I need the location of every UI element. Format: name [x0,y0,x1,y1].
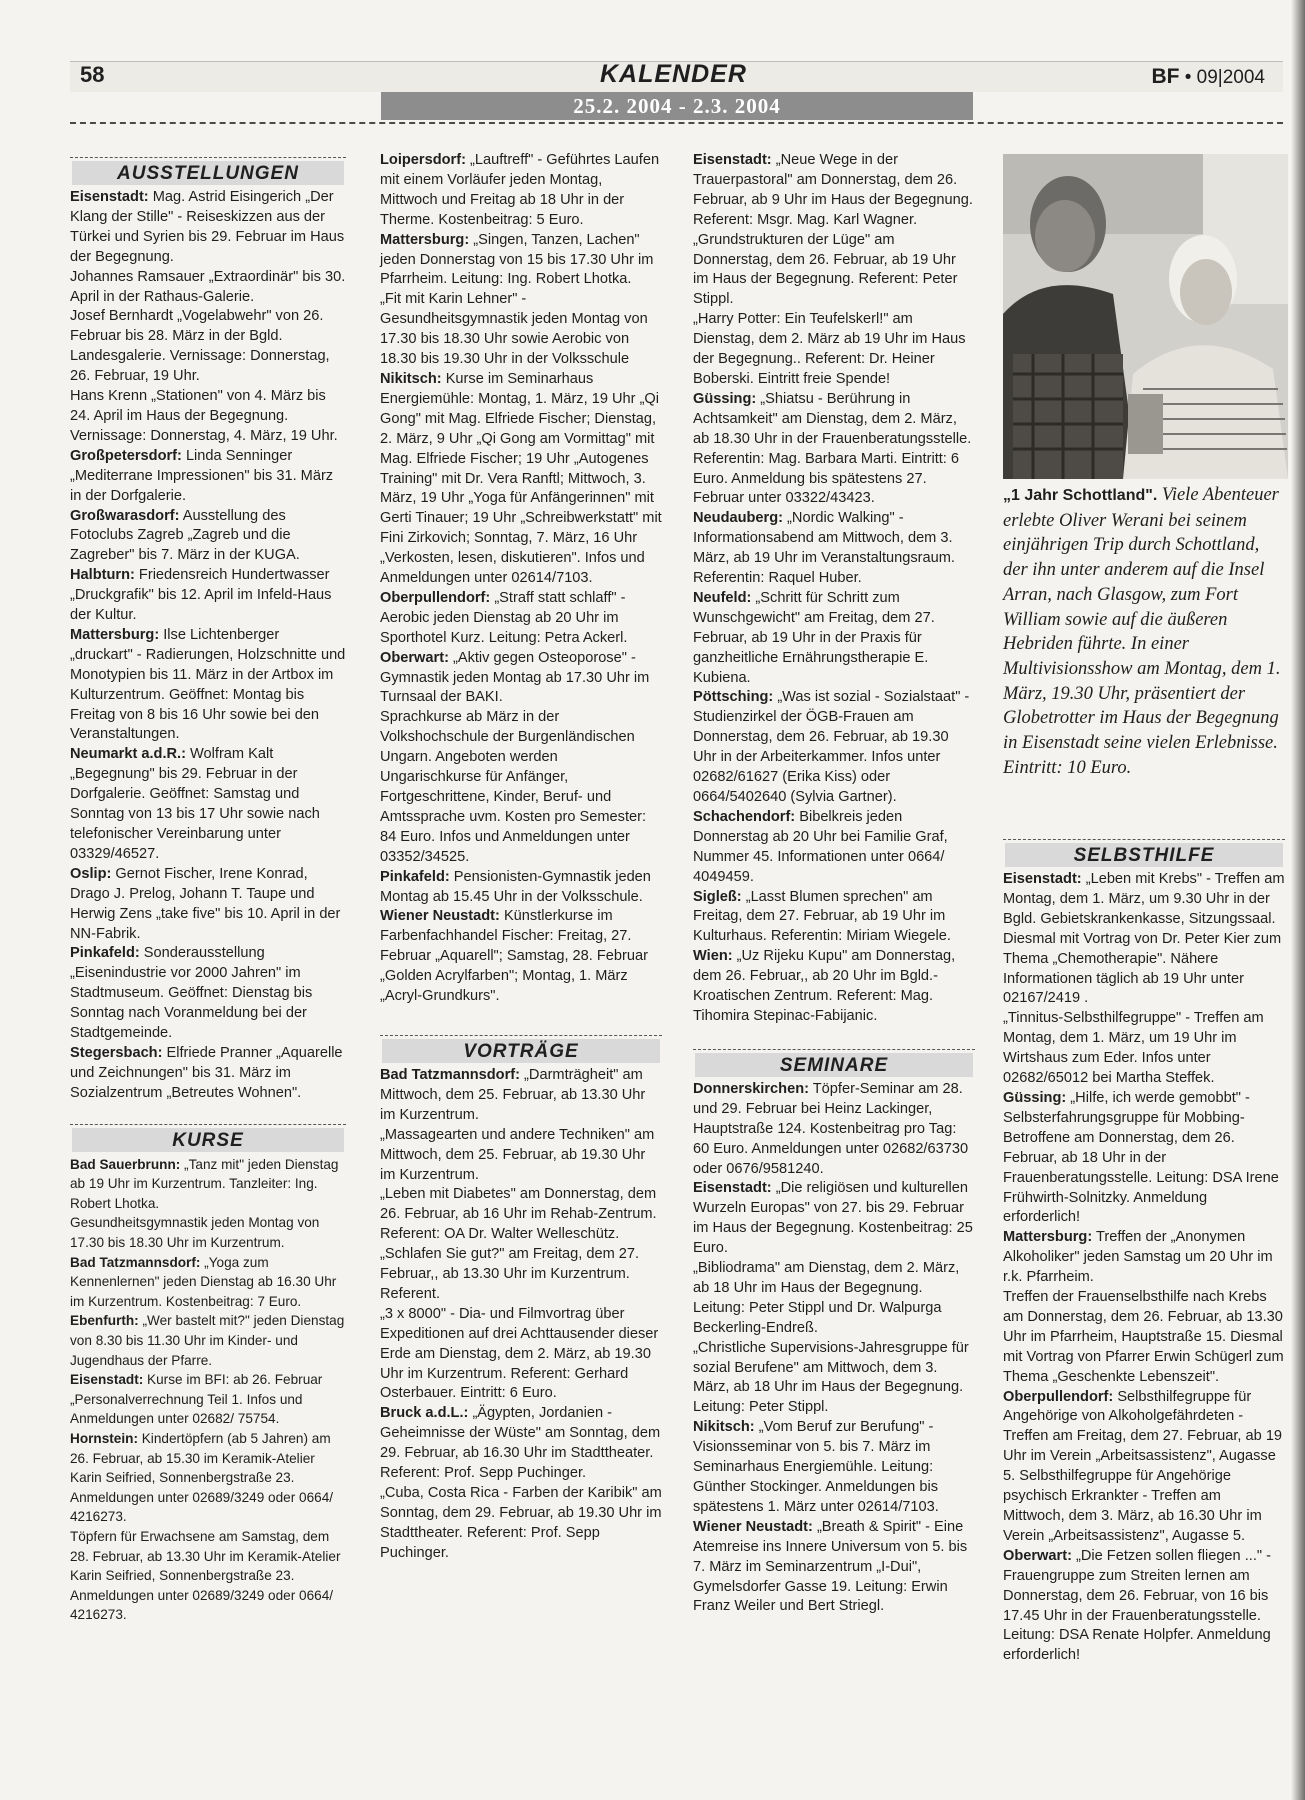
article-photo [1003,154,1288,479]
list-item: Sigleß: „Lasst Blumen sprechen" am Freitag, dem 27. Februar, ab 19 Uhr im Kulturhaus. Referentin: Miriam Wiegele. [693,888,951,945]
list-item: Eisenstadt: „Neue Wege in der Trauerpastoral" am Donnerstag, dem 26. Februar, ab 9 Uhr im Haus der Begegnung. Referent: Msgr. Mag. Karl Wagner. [693,152,973,228]
list-item: Schachendorf: Bibelkreis jeden Donnerstag ab 20 Uhr bei Familie Graf, Nummer 45. Informationen unter 0664/ 4049459. [693,808,948,885]
list-item: „Cuba, Costa Rica - Farben der Karibik" am Sonntag, dem 29. Februar, ab 19.30 Uhr im Stadttheater. Referent: Prof. Sepp Puchinger. [380,1485,662,1561]
date-range-banner: 25.2. 2004 - 2.3. 2004 [381,92,973,120]
kurse-list [70,1155,346,1625]
list-item: Neudauberg: „Nordic Walking" - Informationsabend am Mittwoch, dem 3. März, ab 19 Uhr im Veranstaltungsraum. Referentin: Raquel Huber. [693,510,955,587]
list-item: Bruck a.d.L.: „Ägypten, Jordanien - Geheimnisse der Wüste" am Sonntag, dem 29. Februar, ab 16.30 Uhr im Stadttheater. Referent: Prof. Sepp Puchinger. [380,1405,661,1482]
column-2 [380,151,662,1564]
list-item: „Schlafen Sie gut?" am Freitag, dem 27. Februar,, ab 13.30 Uhr im Kurzentrum. Referent. [380,1246,640,1302]
photo-two-men-in-scotland [1003,154,1288,479]
selbsthilfe-list [1003,870,1285,1666]
section-title: AUSSTELLUNGEN [117,163,299,184]
list-item: „Harry Potter: Ein Teufelskerl!" am Dienstag, dem 2. März ab 19 Uhr im Haus der Begegnung.. Referent: Dr. Heiner Boberski. Eintritt freie Spende! [693,311,966,387]
list-item: Bad Tatzmannsdorf: „Darmträgheit" am Mittwoch, dem 25. Februar, ab 13.30 Uhr im Kurzentrum. [380,1066,646,1123]
list-item: Bad Sauerbrunn: „Tanz mit" jeden Dienstag ab 19 Uhr im Kurzentrum. Tanzleiter: Ing. Robert Lhotka. [70,1156,339,1211]
list-item: Bad Tatzmannsdorf: „Yoga zum Kennenlernen" jeden Dienstag ab 16.30 Uhr im Kurzentrum. Kostenbeitrag: 7 Euro. [70,1254,337,1309]
list-item: Güssing: „Hilfe, ich werde gemobbt" - Selbsterfahrungsgruppe für Mobbing-Betroffene am Donnerstag, dem 26. Februar, ab 18 Uhr in der Frauenberatungsstelle. Leitung: DSA Irene Frühwirth-Solnitzky. Anmeldung erforderlich! [1003,1089,1279,1226]
list-item: „Bibliodrama" am Dienstag, dem 2. März, ab 18 Uhr im Haus der Begegnung. Leitung: Peter Stippl und Dr. Walpurga Beckerling-Endreß. [693,1260,960,1336]
list-item: Hans Krenn „Stationen" von 4. März bis 24. April im Haus der Begegnung. Vernissage: Donnerstag, 4. März, 19 Uhr. [70,388,338,444]
list-item: Oslip: Gernot Fischer, Irene Konrad, Drago J. Prelog, Johann T. Taupe und Herwig Zens „take five" bis 10. April in der NN-Fabrik. [70,865,341,942]
list-item: Pöttsching: „Was ist sozial - Sozialstaat" - Studienzirkel der ÖGB-Frauen am Donnerstag, dem 26. Februar, ab 19.30 Uhr in der Arbeiterkammer. Infos unter 02682/61627 (Erika Kiss) oder 0664/5402640 (Sylvia Gartner). [693,689,970,805]
list-item: Eisenstadt: Kurse im BFI: ab 26. Februar „Personalverrechnung Teil 1. Infos und Anmeldungen unter 02682/ 75754. [70,1372,323,1427]
list-item: Wiener Neustadt: Künstlerkurse im Farbenfachhandel Fischer: Freitag, 27. Februar „Aquarell"; Samstag, 28. Februar „Golden Acrylfarben"; Montag, 1. März „Acryl-Grundkurs". [380,908,648,1005]
section-header-kurse [70,1110,346,1154]
caption-text: Viele Abenteuer erlebte Oliver Werani bei seinem einjährigen Trip durch Schottland, der ihn unter anderem auf die Insel Arran, nach Glasgow, zum Fort William sowie auf die äußeren Hebriden führte. In einer Multivisionsshow am Montag, dem 1. März, 19.30 Uhr, präsentiert der Globetrotter im Haus der Begegnung in Eisenstadt seine vielen Erlebnisse. Eintritt: 10 Euro. [1003,485,1281,778]
issue-label [1151,65,1265,89]
section-title: SELBSTHILFE [1073,845,1215,866]
list-item: Oberpullendorf: Selbsthilfegruppe für Angehörige von Alkoholgefährdeten - Treffen am Freitag, dem 27. Februar, ab 19 Uhr im Verein „Arbeitsassistenz", Augasse 5. Selbsthilfegruppe für Angehörige psychisch Erkrankter - Treffen am Mittwoch, dem 3. März, ab 16.30 Uhr im Verein „Arbeitsassistenz", Augasse 5. [1003,1388,1283,1544]
caption-title: „1 Jahr Schottland". [1003,487,1158,504]
list-item: Wien: „Uz Rijeku Kupu" am Donnerstag, dem 26. Februar,, ab 20 Uhr im Bgld.-Kroatischen Zentrum. Referent: Mag. Tihomira Stepinac-Fabijanic. [693,948,956,1024]
section-title: SEMINARE [779,1054,889,1076]
kurse-continued-list [380,151,662,1007]
page-number: 58 [80,62,105,87]
section-header-vortraege [380,1021,662,1065]
list-item: Eisenstadt: „Leben mit Krebs" - Treffen am Montag, dem 1. März, um 9.30 Uhr in der Bgld. Gebietskrankenkasse, Sitzungssaal. Diesmal mit Vortrag von Dr. Peter Kier zum Thema „Chemotherapie". Nähere Informationen täglich ab 19 Uhr unter 02167/2419 . [1003,871,1285,1007]
list-item: Wiener Neustadt: „Breath & Spirit" - Eine Atemreise ins Innere Universum von 5. bis 7. März im Seminarzentrum „I-Dui", Gymelsdorfer Gasse 19. Leitung: Erwin Franz Weiler und Bert Striegl. [693,1518,968,1615]
ausstellungen-list [70,188,346,1104]
list-item: Johannes Ramsauer „Extraordinär" bis 30. April in der Rathaus-Galerie. [70,268,346,305]
list-item: „Christliche Supervisions-Jahresgruppe für sozial Berufene" am Mittwoch, dem 3. März, ab 18 Uhr im Haus der Begegnung. Leitung: Peter Stippl. [693,1339,969,1416]
photo-caption [1003,483,1288,780]
section-header-seminare [693,1035,975,1079]
list-item: Gesundheitsgymnastik jeden Montag von 17.30 bis 18.30 Uhr im Kurzentrum. [70,1215,320,1251]
list-item: „Massagearten und andere Techniken" am Mittwoch, dem 25. Februar, ab 19.30 Uhr im Kurzentrum. [380,1126,655,1183]
header-divider [70,122,1283,124]
list-item: Sprachkurse ab März in der Volkshochschule der Burgenländischen Ungarn. Angeboten werden Ungarischkurse für Anfänger, Fortgeschrittene, Kinder, Beruf- und Amtssprache uvm. Kosten pro Semester: 84 Euro. Infos und Anmeldungen unter 03352/34525. [380,709,647,865]
list-item: Loipersdorf: „Lauftreff" - Geführtes Laufen mit einem Vorläufer jeden Montag, Mittwoch und Freitag ab 18 Uhr in der Therme. Kostenbeitrag: 5 Euro. [380,152,660,228]
list-item: Nikitsch: „Vom Beruf zur Berufung" - Visionsseminar von 5. bis 7. März im Seminarhaus Energiemühle. Leitung: Günther Stockinger. Anmeldungen bis spätestens 1. März unter 02614/7103. [693,1419,939,1515]
list-item: Mattersburg: Ilse Lichtenberger „druckart" - Radierungen, Holzschnitte und Monotypien bis 11. März in der Artbox im Kulturzentrum. Geöffnet: Montag bis Freitag von 8 bis 16 Uhr sowie bei den Veranstaltungen. [70,626,346,743]
list-item: „Grundstrukturen der Lüge" am Donnerstag, dem 26. Februar, ab 19 Uhr im Haus der Begegnung. Referent: Peter Stippl. [693,231,958,308]
vortraege-continued-list [693,151,975,1027]
section-title: VORTRÄGE [463,1040,579,1062]
list-item: Oberwart: „Die Fetzen sollen fliegen ..." - Frauengruppe zum Streiten lernen am Donnerstag, dem 26. Februar, von 16 bis 17.45 Uhr in der Frauenberatungsstelle. Leitung: DSA Renate Holpfer. Anmeldung erforderlich! [1003,1547,1271,1664]
column-1 [70,143,346,1625]
list-item: „Fit mit Karin Lehner" - Gesundheitsgymnastik jeden Montag von 17.30 bis 18.30 Uhr sowie Aerobic von 18.30 bis 19.30 Uhr in der Volksschule [380,291,648,368]
vortraege-list [380,1066,662,1564]
list-item: Neumarkt a.d.R.: Wolfram Kalt „Begegnung" bis 29. Februar in der Dorfgalerie. Geöffnet: Samstag und Sonntag von 13 bis 17 Uhr sowie nach telefonischer Vereinbarung unter 03329/46527. [70,746,320,862]
list-item: „3 x 8000" - Dia- und Filmvortrag über Expeditionen auf drei Achttausender dieser Erde am Dienstag, dem 2. März, ab 19.30 Uhr im Kurzentrum. Referent: Gerhard Osterbauer. Eintritt: 6 Euro. [380,1305,659,1402]
list-item: Josef Bernhardt „Vogelabwehr" von 26. Februar bis 28. März in der Bgld. Landesgalerie. Vernissage: Donnerstag, 26. Februar, 19 Uhr. [70,308,330,385]
list-item: Töpfern für Erwachsene am Samstag, dem 28. Februar, ab 13.30 Uhr im Keramik-Atelier Karin Seifried, Sonnenbergstraße 23. Anmeldungen unter 02689/3249 oder 0664/ 4216273. [70,1528,341,1623]
list-item: Ebenfurth: „Wer bastelt mit?" jeden Dienstag von 8.30 bis 11.30 Uhr im Kinder- und Jugendhaus der Pfarre. [70,1313,345,1368]
page-edge-shadow [1291,0,1305,1800]
list-item: Eisenstadt: Mag. Astrid Eisingerich „Der Klang der Stille" - Reiseskizzen aus der Türkei und Syrien bis 29. Februar im Haus der Begegnung. [70,189,345,265]
list-item: Halbturn: Friedensreich Hundertwasser „Druckgrafik" bis 12. April im Infeld-Haus der Kultur. [70,567,332,624]
column-4-selbsthilfe [1003,825,1285,1666]
list-item: Hornstein: Kindertöpfern (ab 5 Jahren) am 26. Februar, ab 15.30 im Keramik-Atelier Karin Seifried, Sonnenbergstraße 23. Anmeldungen unter 02689/3249 oder 0664/ 4216273. [70,1431,334,1525]
list-item: Mattersburg: „Singen, Tanzen, Lachen" jeden Donnerstag von 15 bis 17.30 Uhr im Pfarrheim. Leitung: Ing. Robert Lhotka. [380,231,654,288]
list-item: Stegersbach: Elfriede Pranner „Aquarelle und Zeichnungen" bis 31. März im Sozialzentrum „Betreutes Wohnen". [70,1044,343,1101]
list-item: Großpetersdorf: Linda Senninger „Mediterrane Impressionen" bis 31. März in der Dorfgalerie. [70,447,334,504]
list-item: Oberpullendorf: „Straff statt schlaff" - Aerobic jeden Dienstag ab 20 Uhr im Sporthotel Kurz. Leitung: Petra Ackerl. [380,589,628,646]
seminare-list [693,1080,975,1617]
list-item: Oberwart: „Aktiv gegen Osteoporose" - Gymnastik jeden Montag ab 17.30 Uhr im Turnsaal der BAKI. [380,649,650,706]
section-header-selbsthilfe [1003,825,1285,869]
section-title: KURSE [172,1129,244,1151]
issue-number: • 09|2004 [1184,67,1265,88]
page-title: KALENDER [600,60,747,88]
list-item: „Tinnitus-Selbsthilfegruppe" - Treffen am Montag, dem 1. März, um 19 Uhr im Wirtshaus zum Eder. Infos unter 02682/65012 bei Martha Steffek. [1003,1010,1264,1087]
section-header-ausstellungen [70,143,346,187]
list-item: Nikitsch: Kurse im Seminarhaus Energiemühle: Montag, 1. März, 19 Uhr „Qi Gong" mit Mag. Elfriede Fischer; Dienstag, 2. März, 9 Uhr „Qi Gong am Vormittag" mit Mag. Elfriede Fischer; 19 Uhr „Autogenes Training" mit Dr. Vera Ranftl; Mittwoch, 3. März, 19 Uhr „Yoga für Anfängerinnen" mit Gerti Tinauer; 19 Uhr „Schreibwerkstatt" mit Fini Zirkovich; Sonntag, 7. März, 16 Uhr „Verkosten, lesen, diskutieren". Infos und Anmeldungen unter 02614/7103. [380,370,662,587]
list-item: Donnerskirchen: Töpfer-Seminar am 28. und 29. Februar bei Heinz Lackinger, Hauptstraße 124. Kostenbeitrag pro Tag: 60 Euro. Anmeldungen unter 02682/63730 oder 0676/9581240. [693,1080,969,1177]
list-item: Großwarasdorf: Ausstellung des Fotoclubs Zagreb „Zagreb und die Zagreber" bis 7. März in der KUGA. [70,507,300,564]
list-item: Pinkafeld: Sonderausstellung „Eisenindustrie vor 2000 Jahren" im Stadtmuseum. Geöffnet: Dienstag bis Sonntag nach Voranmeldung bei der Stadtgemeinde. [70,945,313,1042]
list-item: Pinkafeld: Pensionisten-Gymnastik jeden Montag ab 15.45 Uhr in der Volksschule. [380,868,651,905]
list-item: Treffen der Frauenselbsthilfe nach Krebs am Donnerstag, dem 26. Februar, ab 13.30 Uhr im Pfarrheim, Hauptstraße 15. Diesmal mit Vortrag von Pfarrer Erwin Schügerl zum Thema „Geschenkte Lebenszeit". [1003,1289,1284,1385]
list-item: Neufeld: „Schritt für Schritt zum Wunschgewicht" am Freitag, dem 27. Februar, ab 19 Uhr in der Praxis für ganzheitliche Ernährungstherapie E. Kubiena. [693,589,935,686]
list-item: Güssing: „Shiatsu - Berührung in Achtsamkeit" am Dienstag, dem 2. März, ab 18.30 Uhr in der Frauenberatungsstelle. Referentin: Mag. Barbara Marti. Eintritt: 6 Euro. Anmeldung bis spätestens 27. Februar unter 03322/43423. [693,390,972,507]
column-3 [693,151,975,1617]
brand-label: BF [1151,65,1180,88]
list-item: „Leben mit Diabetes" am Donnerstag, dem 26. Februar, ab 16 Uhr im Rehab-Zentrum. Referent: OA Dr. Walter Welleschütz. [380,1186,657,1243]
list-item: Mattersburg: Treffen der „Anonymen Alkoholiker" jeden Samstag um 20 Uhr im r.k. Pfarrheim. [1003,1229,1273,1286]
list-item: Eisenstadt: „Die religiösen und kulturellen Wurzeln Europas" von 27. bis 29. Februar im Haus der Begegnung. Kostenbeitrag: 25 Euro. [693,1180,973,1257]
